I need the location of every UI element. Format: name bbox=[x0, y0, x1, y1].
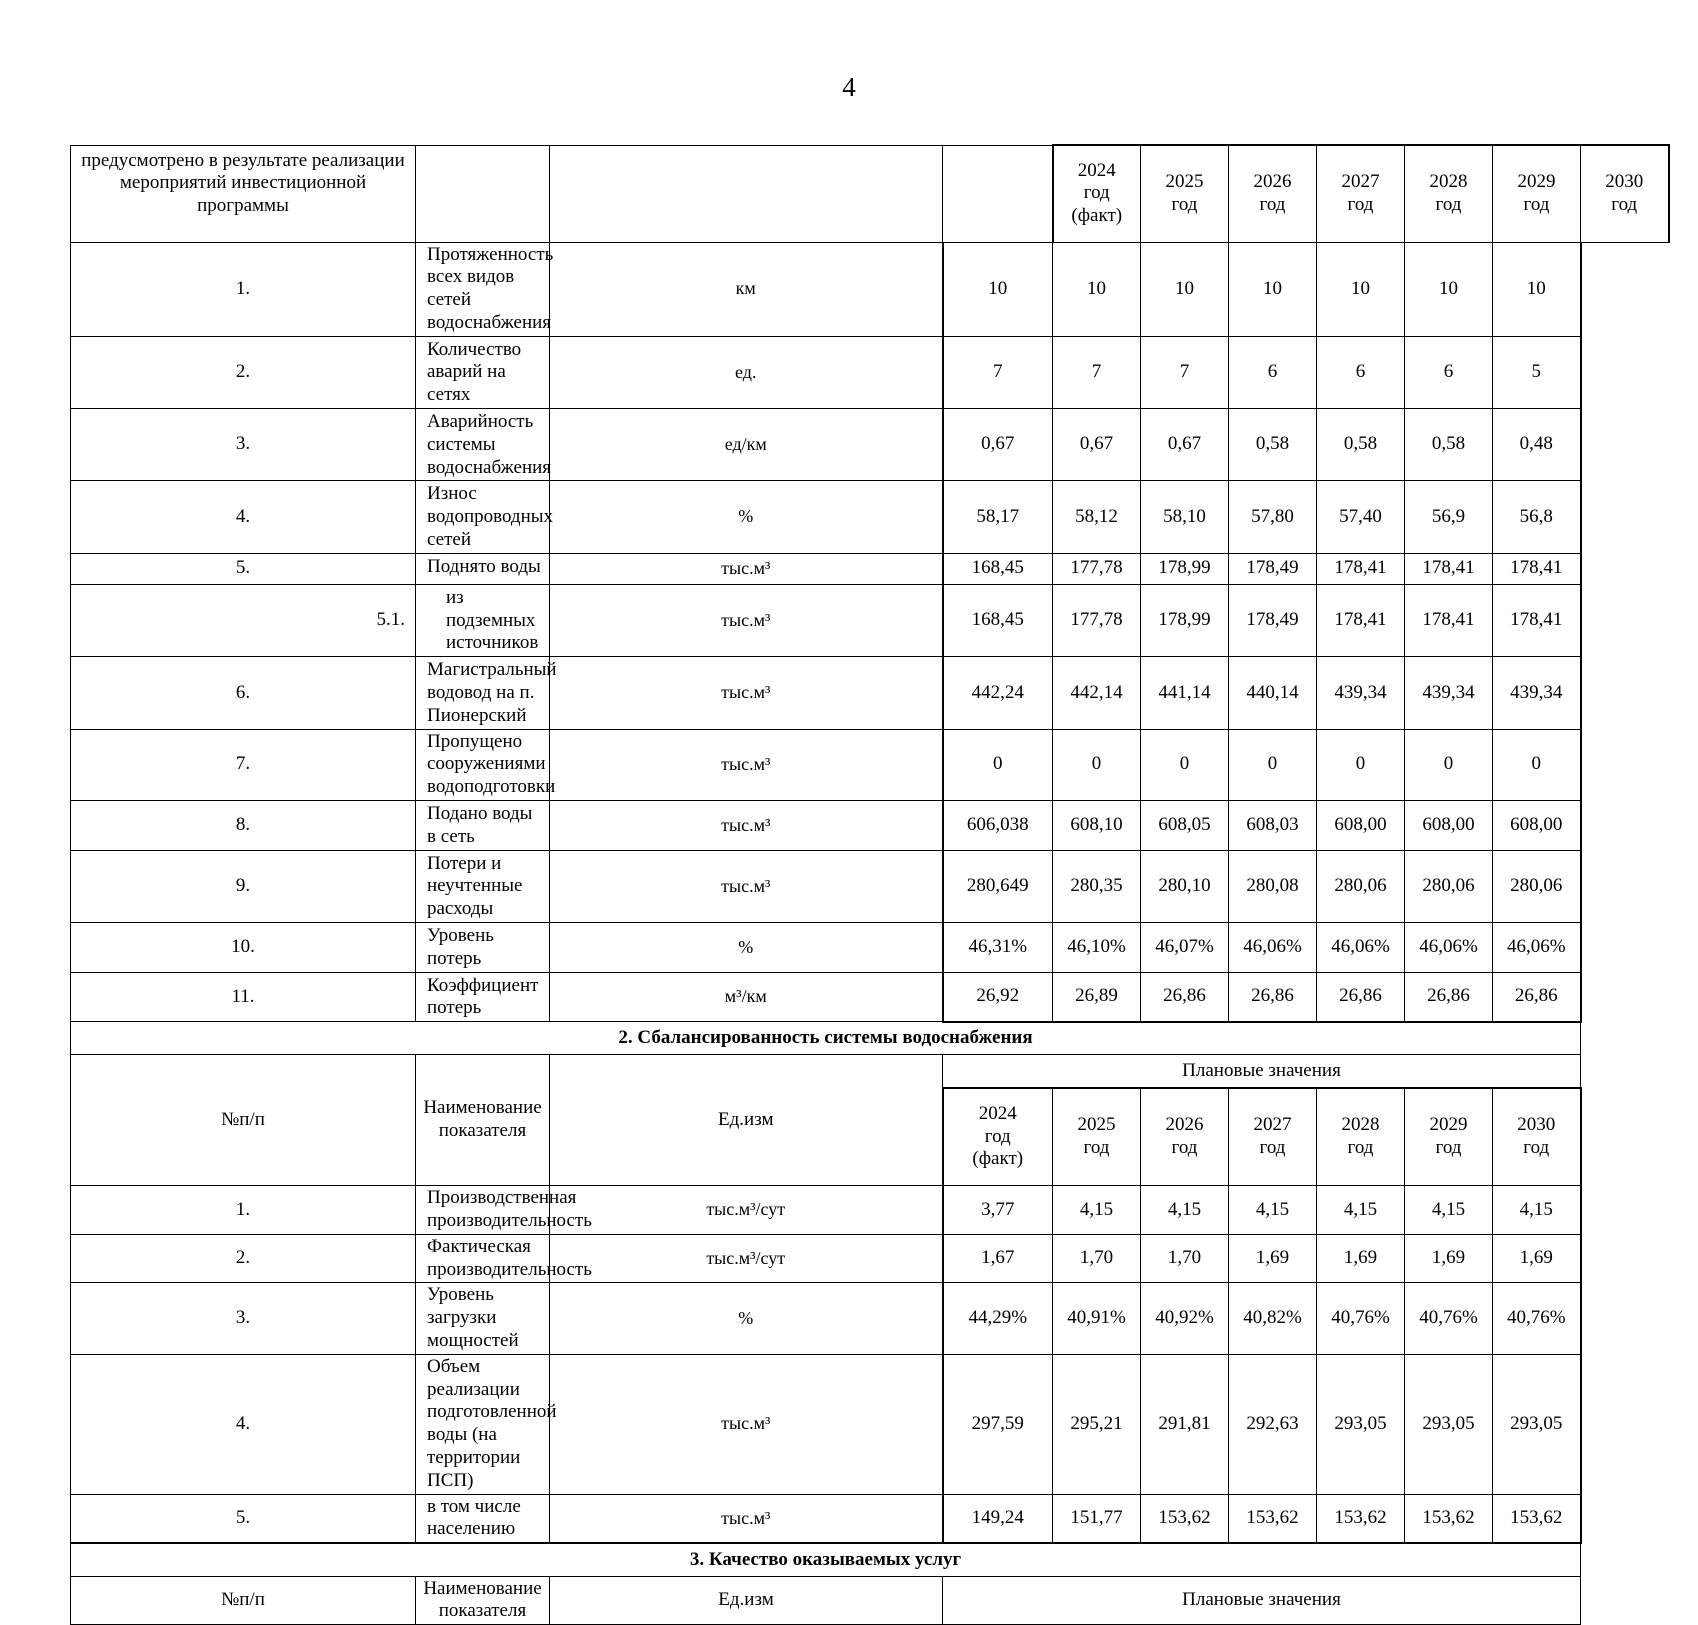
unit-of-measure: тыс.м³ bbox=[550, 850, 943, 922]
value-cell: 10 bbox=[1405, 242, 1493, 336]
value-cell: 6 bbox=[1317, 336, 1405, 408]
table-row bbox=[71, 923, 1669, 973]
value-cell: 44,29% bbox=[943, 1283, 1053, 1354]
year-header: 2025 год bbox=[1053, 1088, 1141, 1186]
value-cell: 4,15 bbox=[1405, 1186, 1493, 1235]
value-cell: 608,00 bbox=[1405, 801, 1493, 851]
value-cell: 439,34 bbox=[1317, 657, 1405, 729]
value-cell: 0 bbox=[1493, 729, 1581, 800]
value-cell: 177,78 bbox=[1053, 553, 1141, 584]
value-cell: 151,77 bbox=[1053, 1494, 1141, 1543]
value-cell: 4,15 bbox=[1493, 1186, 1581, 1235]
value-cell: 57,40 bbox=[1317, 481, 1405, 553]
section3-header-row bbox=[71, 1576, 1669, 1625]
indicator-name: Уровень загрузки мощностей bbox=[416, 1283, 550, 1354]
value-cell: 46,07% bbox=[1141, 923, 1229, 973]
row-number: 2. bbox=[71, 1234, 416, 1283]
unit-of-measure: тыс.м³/сут bbox=[550, 1186, 943, 1235]
table-row bbox=[71, 801, 1669, 851]
value-cell: 0 bbox=[1317, 729, 1405, 800]
value-cell: 280,35 bbox=[1053, 850, 1141, 922]
value-cell: 10 bbox=[943, 242, 1053, 336]
value-cell: 178,99 bbox=[1141, 553, 1229, 584]
value-cell: 58,12 bbox=[1053, 481, 1141, 553]
indicator-name: Производственная производительность bbox=[416, 1186, 550, 1235]
value-cell: 40,92% bbox=[1141, 1283, 1229, 1354]
col-header-num: №п/п bbox=[71, 1576, 416, 1625]
year-header: 2026 год bbox=[1229, 145, 1317, 242]
col-header-plan: Плановые значения bbox=[943, 1055, 1581, 1088]
value-cell: 58,10 bbox=[1141, 481, 1229, 553]
value-cell: 280,649 bbox=[943, 850, 1053, 922]
value-cell: 439,34 bbox=[1493, 657, 1581, 729]
row-number: 5.1. bbox=[71, 584, 416, 656]
value-cell: 10 bbox=[1493, 242, 1581, 336]
value-cell: 46,06% bbox=[1317, 923, 1405, 973]
year-header: 2028 год bbox=[1317, 1088, 1405, 1186]
section1-header-row bbox=[71, 145, 1669, 242]
row-number: 2. bbox=[71, 336, 416, 408]
col-header-unit: Ед.изм bbox=[550, 1576, 943, 1625]
page-number: 4 bbox=[842, 72, 856, 102]
table-row bbox=[71, 336, 1669, 408]
section2-title-row bbox=[71, 1022, 1669, 1055]
col-header-name: Наименование показателя bbox=[416, 1576, 550, 1625]
value-cell: 0 bbox=[943, 729, 1053, 800]
row-number: 7. bbox=[71, 729, 416, 800]
indicator-name: Поднято воды bbox=[416, 553, 550, 584]
value-cell: 608,00 bbox=[1317, 801, 1405, 851]
year-header: 2029 год bbox=[1493, 145, 1581, 242]
table-row bbox=[71, 972, 1669, 1022]
value-cell: 608,05 bbox=[1141, 801, 1229, 851]
year-header: 2029 год bbox=[1405, 1088, 1493, 1186]
value-cell: 1,70 bbox=[1053, 1234, 1141, 1283]
indicator-name: Фактическая производительность bbox=[416, 1234, 550, 1283]
unit-of-measure: тыс.м³ bbox=[550, 801, 943, 851]
table-row bbox=[71, 409, 1669, 481]
value-cell: 280,06 bbox=[1317, 850, 1405, 922]
row-number: 6. bbox=[71, 657, 416, 729]
value-cell: 40,76% bbox=[1405, 1283, 1493, 1354]
header-empty-name bbox=[550, 145, 943, 242]
value-cell: 0,48 bbox=[1493, 409, 1581, 481]
table-row bbox=[71, 657, 1669, 729]
value-cell: 10 bbox=[1317, 242, 1405, 336]
year-header: 2024 год (факт) bbox=[1053, 145, 1141, 242]
row-number: 4. bbox=[71, 1354, 416, 1494]
indicator-name: Износ водопроводных сетей bbox=[416, 481, 550, 553]
value-cell: 10 bbox=[1229, 242, 1317, 336]
value-cell: 292,63 bbox=[1229, 1354, 1317, 1494]
value-cell: 608,03 bbox=[1229, 801, 1317, 851]
value-cell: 178,99 bbox=[1141, 584, 1229, 656]
value-cell: 4,15 bbox=[1229, 1186, 1317, 1235]
value-cell: 1,69 bbox=[1405, 1234, 1493, 1283]
col-header-name: Наименование показателя bbox=[416, 1055, 550, 1186]
year-header: 2024 год (факт) bbox=[943, 1088, 1053, 1186]
value-cell: 280,10 bbox=[1141, 850, 1229, 922]
value-cell: 4,15 bbox=[1053, 1186, 1141, 1235]
year-header: 2030 год bbox=[1493, 1088, 1581, 1186]
indicator-name: в том числе населению bbox=[416, 1494, 550, 1543]
table-row bbox=[71, 729, 1669, 800]
value-cell: 153,62 bbox=[1229, 1494, 1317, 1543]
value-cell: 439,34 bbox=[1405, 657, 1493, 729]
value-cell: 280,08 bbox=[1229, 850, 1317, 922]
value-cell: 291,81 bbox=[1141, 1354, 1229, 1494]
value-cell: 46,06% bbox=[1229, 923, 1317, 973]
value-cell: 178,41 bbox=[1493, 553, 1581, 584]
section2-header-row bbox=[71, 1055, 1669, 1088]
value-cell: 26,86 bbox=[1141, 972, 1229, 1022]
row-number: 5. bbox=[71, 553, 416, 584]
indicator-name: Потери и неучтенные расходы bbox=[416, 850, 550, 922]
value-cell: 0 bbox=[1053, 729, 1141, 800]
value-cell: 26,86 bbox=[1229, 972, 1317, 1022]
value-cell: 293,05 bbox=[1405, 1354, 1493, 1494]
row-number: 11. bbox=[71, 972, 416, 1022]
value-cell: 153,62 bbox=[1405, 1494, 1493, 1543]
value-cell: 26,86 bbox=[1317, 972, 1405, 1022]
unit-of-measure: % bbox=[550, 1283, 943, 1354]
value-cell: 7 bbox=[1141, 336, 1229, 408]
indicator-name: из подземных источников bbox=[416, 584, 550, 656]
value-cell: 1,69 bbox=[1317, 1234, 1405, 1283]
value-cell: 0,58 bbox=[1405, 409, 1493, 481]
value-cell: 46,06% bbox=[1493, 923, 1581, 973]
value-cell: 40,82% bbox=[1229, 1283, 1317, 1354]
value-cell: 178,41 bbox=[1405, 553, 1493, 584]
value-cell: 178,41 bbox=[1405, 584, 1493, 656]
section2-rows bbox=[71, 1186, 1669, 1543]
value-cell: 295,21 bbox=[1053, 1354, 1141, 1494]
value-cell: 168,45 bbox=[943, 584, 1053, 656]
value-cell: 5 bbox=[1493, 336, 1581, 408]
value-cell: 40,76% bbox=[1493, 1283, 1581, 1354]
row-number: 4. bbox=[71, 481, 416, 553]
unit-of-measure: тыс.м³ bbox=[550, 1354, 943, 1494]
unit-of-measure: тыс.м³ bbox=[550, 729, 943, 800]
year-header: 2027 год bbox=[1229, 1088, 1317, 1186]
table-row bbox=[71, 1283, 1669, 1354]
value-cell: 0,67 bbox=[1141, 409, 1229, 481]
value-cell: 168,45 bbox=[943, 553, 1053, 584]
table-row bbox=[71, 1186, 1669, 1235]
value-cell: 178,49 bbox=[1229, 584, 1317, 656]
row-number: 1. bbox=[71, 242, 416, 336]
value-cell: 1,70 bbox=[1141, 1234, 1229, 1283]
value-cell: 40,91% bbox=[1053, 1283, 1141, 1354]
value-cell: 58,17 bbox=[943, 481, 1053, 553]
value-cell: 149,24 bbox=[943, 1494, 1053, 1543]
section3-title-row bbox=[71, 1543, 1669, 1576]
value-cell: 178,41 bbox=[1317, 584, 1405, 656]
col-header-plan: Плановые значения bbox=[943, 1576, 1581, 1625]
section3-title: 3. Качество оказываемых услуг bbox=[71, 1543, 1581, 1576]
value-cell: 10 bbox=[1053, 242, 1141, 336]
value-cell: 26,86 bbox=[1493, 972, 1581, 1022]
value-cell: 608,10 bbox=[1053, 801, 1141, 851]
unit-of-measure: ед/км bbox=[550, 409, 943, 481]
indicator-name: Пропущено сооружениями водоподготовки bbox=[416, 729, 550, 800]
value-cell: 178,41 bbox=[1317, 553, 1405, 584]
value-cell: 6 bbox=[1405, 336, 1493, 408]
table-row bbox=[71, 1234, 1669, 1283]
row-number: 3. bbox=[71, 409, 416, 481]
value-cell: 4,15 bbox=[1317, 1186, 1405, 1235]
table-row bbox=[71, 553, 1669, 584]
year-header: 2026 год bbox=[1141, 1088, 1229, 1186]
unit-of-measure: % bbox=[550, 481, 943, 553]
year-header: 2028 год bbox=[1405, 145, 1493, 242]
value-cell: 4,15 bbox=[1141, 1186, 1229, 1235]
section2-title: 2. Сбалансированность системы водоснабжения bbox=[71, 1022, 1581, 1055]
row-number: 5. bbox=[71, 1494, 416, 1543]
unit-of-measure: тыс.м³ bbox=[550, 584, 943, 656]
value-cell: 56,9 bbox=[1405, 481, 1493, 553]
value-cell: 608,00 bbox=[1493, 801, 1581, 851]
value-cell: 7 bbox=[943, 336, 1053, 408]
value-cell: 0,67 bbox=[1053, 409, 1141, 481]
year-header: 2030 год bbox=[1581, 145, 1669, 242]
value-cell: 280,06 bbox=[1405, 850, 1493, 922]
row-number: 10. bbox=[71, 923, 416, 973]
unit-of-measure: тыс.м³/сут bbox=[550, 1234, 943, 1283]
value-cell: 26,92 bbox=[943, 972, 1053, 1022]
row-number: 3. bbox=[71, 1283, 416, 1354]
table-row bbox=[71, 584, 1669, 656]
table-row bbox=[71, 850, 1669, 922]
value-cell: 6 bbox=[1229, 336, 1317, 408]
value-cell: 26,86 bbox=[1405, 972, 1493, 1022]
col-header-unit: Ед.изм bbox=[550, 1055, 943, 1186]
value-cell: 440,14 bbox=[1229, 657, 1317, 729]
value-cell: 46,10% bbox=[1053, 923, 1141, 973]
year-header: 2027 год bbox=[1317, 145, 1405, 242]
unit-of-measure: тыс.м³ bbox=[550, 657, 943, 729]
table-row bbox=[71, 242, 1669, 336]
indicator-name: Подано воды в сеть bbox=[416, 801, 550, 851]
indicators-table bbox=[70, 144, 1670, 1625]
indicator-name: Объем реализации подготовленной воды (на территории ПСП) bbox=[416, 1354, 550, 1494]
unit-of-measure: ед. bbox=[550, 336, 943, 408]
unit-of-measure: % bbox=[550, 923, 943, 973]
table-row bbox=[71, 481, 1669, 553]
row-number: 9. bbox=[71, 850, 416, 922]
value-cell: 40,76% bbox=[1317, 1283, 1405, 1354]
value-cell: 46,31% bbox=[943, 923, 1053, 973]
table-row bbox=[71, 1494, 1669, 1543]
value-cell: 293,05 bbox=[1493, 1354, 1581, 1494]
indicator-name: Количество аварий на сетях bbox=[416, 336, 550, 408]
value-cell: 0,58 bbox=[1317, 409, 1405, 481]
value-cell: 56,8 bbox=[1493, 481, 1581, 553]
header-empty-num bbox=[416, 145, 550, 242]
indicator-name: Уровень потерь bbox=[416, 923, 550, 973]
value-cell: 0 bbox=[1141, 729, 1229, 800]
value-cell: 178,41 bbox=[1493, 584, 1581, 656]
col-header-num: №п/п bbox=[71, 1055, 416, 1186]
value-cell: 57,80 bbox=[1229, 481, 1317, 553]
value-cell: 1,69 bbox=[1493, 1234, 1581, 1283]
unit-of-measure: м³/км bbox=[550, 972, 943, 1022]
unit-of-measure: км bbox=[550, 242, 943, 336]
value-cell: 441,14 bbox=[1141, 657, 1229, 729]
header-empty-unit bbox=[943, 145, 1053, 242]
value-cell: 153,62 bbox=[1141, 1494, 1229, 1543]
left-description-cell: предусмотрено в результате реализации мероприятий инвестиционной программы bbox=[71, 145, 416, 242]
value-cell: 0 bbox=[1405, 729, 1493, 800]
value-cell: 297,59 bbox=[943, 1354, 1053, 1494]
indicator-name: Магистральный водовод на п. Пионерский bbox=[416, 657, 550, 729]
value-cell: 293,05 bbox=[1317, 1354, 1405, 1494]
year-header: 2025 год bbox=[1141, 145, 1229, 242]
value-cell: 178,49 bbox=[1229, 553, 1317, 584]
value-cell: 46,06% bbox=[1405, 923, 1493, 973]
value-cell: 442,14 bbox=[1053, 657, 1141, 729]
value-cell: 0 bbox=[1229, 729, 1317, 800]
unit-of-measure: тыс.м³ bbox=[550, 553, 943, 584]
row-number: 1. bbox=[71, 1186, 416, 1235]
value-cell: 3,77 bbox=[943, 1186, 1053, 1235]
value-cell: 26,89 bbox=[1053, 972, 1141, 1022]
value-cell: 0,67 bbox=[943, 409, 1053, 481]
value-cell: 442,24 bbox=[943, 657, 1053, 729]
row-number: 8. bbox=[71, 801, 416, 851]
indicator-name: Аварийность системы водоснабжения bbox=[416, 409, 550, 481]
value-cell: 280,06 bbox=[1493, 850, 1581, 922]
value-cell: 1,69 bbox=[1229, 1234, 1317, 1283]
value-cell: 7 bbox=[1053, 336, 1141, 408]
value-cell: 1,67 bbox=[943, 1234, 1053, 1283]
unit-of-measure: тыс.м³ bbox=[550, 1494, 943, 1543]
value-cell: 0,58 bbox=[1229, 409, 1317, 481]
value-cell: 10 bbox=[1141, 242, 1229, 336]
value-cell: 153,62 bbox=[1493, 1494, 1581, 1543]
value-cell: 177,78 bbox=[1053, 584, 1141, 656]
value-cell: 606,038 bbox=[943, 801, 1053, 851]
table-row bbox=[71, 1354, 1669, 1494]
value-cell: 153,62 bbox=[1317, 1494, 1405, 1543]
indicator-name: Коэффициент потерь bbox=[416, 972, 550, 1022]
section1-rows bbox=[71, 242, 1669, 1022]
indicator-name: Протяженность всех видов сетей водоснабжения bbox=[416, 242, 550, 336]
